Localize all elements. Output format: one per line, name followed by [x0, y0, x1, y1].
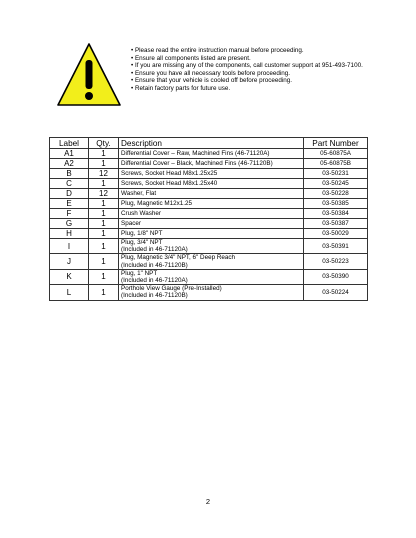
description-line: Differential Cover – Black, Machined Fins (46-71120B): [121, 159, 273, 167]
row-description: [119, 269, 304, 284]
row-description: [119, 285, 304, 300]
header-part-number: Part Number: [304, 138, 368, 149]
description-line: (Included in 46-71120B): [121, 261, 188, 269]
table-row: [50, 254, 368, 269]
row-qty: 1: [89, 179, 119, 189]
row-label: I: [50, 239, 89, 254]
row-qty: 12: [89, 189, 119, 199]
description-line: (Included in 46-71120A): [121, 246, 188, 254]
table-row: [50, 229, 368, 239]
note-line: • Please read the entire instruction manual before proceeding.: [131, 47, 304, 54]
note-line: • If you are missing any of the components, call customer support at 951-493-7100.: [131, 62, 363, 70]
table-row: [50, 285, 368, 300]
description-line: Plug, 3/4" NPT: [121, 239, 163, 246]
row-description: [119, 179, 304, 189]
header-qty: Qty.: [89, 138, 119, 149]
row-label: A1: [50, 149, 89, 159]
row-part-number: 03-50387: [304, 219, 368, 229]
row-label: D: [50, 189, 89, 199]
row-part-number: 05-60875A: [304, 149, 368, 159]
page-number: 2: [205, 497, 211, 506]
row-qty: 1: [89, 285, 119, 300]
row-qty: 12: [89, 169, 119, 179]
row-part-number: 03-50390: [304, 269, 368, 284]
table-header-row: [50, 138, 368, 149]
description-line: (Included in 46-71120A): [121, 277, 188, 285]
row-qty: 1: [89, 159, 119, 169]
row-description: [119, 254, 304, 269]
description-line: Spacer: [121, 219, 141, 227]
row-part-number: 03-50228: [304, 189, 368, 199]
description-line: Plug, Magnetic M12x1.25: [121, 199, 193, 207]
instruction-notes: [131, 47, 401, 93]
row-description: [119, 239, 304, 254]
row-label: F: [50, 209, 89, 219]
row-qty: 1: [89, 239, 119, 254]
description-line: Porthole View Gauge (Pre-Installed): [121, 285, 222, 293]
row-part-number: 03-50029: [304, 229, 368, 239]
row-part-number: 03-50391: [304, 239, 368, 254]
row-qty: 1: [89, 149, 119, 159]
row-part-number: 03-50223: [304, 254, 368, 269]
row-part-number: 03-50384: [304, 209, 368, 219]
description-line: Plug, Magnetic 3/4" NPT, 6" Deep Reach: [121, 254, 236, 262]
row-description: [119, 189, 304, 199]
description-line: Differential Cover – Raw, Machined Fins (46-71120A): [121, 149, 270, 157]
header-description: Description: [119, 138, 304, 149]
table-row: [50, 239, 368, 254]
row-description: [119, 159, 304, 169]
row-qty: 1: [89, 254, 119, 269]
parts-table-body: [50, 149, 368, 301]
note-line: • Ensure all components listed are present.: [131, 54, 251, 62]
note-line: • Retain factory parts for future use.: [131, 84, 231, 92]
header-label: Label: [50, 138, 89, 149]
row-qty: 1: [89, 199, 119, 209]
row-label: A2: [50, 159, 89, 169]
row-qty: 1: [89, 219, 119, 229]
description-line: Plug, 1" NPT: [121, 269, 158, 277]
table-row: [50, 149, 368, 159]
table-row: [50, 179, 368, 189]
row-qty: 1: [89, 209, 119, 219]
table-row: [50, 159, 368, 169]
description-line: Crush Washer: [121, 209, 162, 217]
parts-table: [49, 137, 368, 301]
table-row: [50, 189, 368, 199]
description-line: Screws, Socket Head M8x1.25x25: [121, 169, 218, 177]
description-line: (Included in 46-71120B): [121, 292, 188, 300]
row-label: J: [50, 254, 89, 269]
row-description: [119, 149, 304, 159]
row-qty: 1: [89, 269, 119, 284]
description-line: Plug, 1/8" NPT: [121, 229, 163, 237]
row-part-number: 05-60875B: [304, 159, 368, 169]
note-line: • Ensure you have all necessary tools before proceeding.: [131, 69, 291, 77]
row-label: H: [50, 229, 89, 239]
table-row: [50, 219, 368, 229]
row-description: [119, 229, 304, 239]
warning-triangle-icon: [56, 42, 122, 108]
row-description: [119, 219, 304, 229]
table-row: [50, 209, 368, 219]
row-label: C: [50, 179, 89, 189]
row-label: B: [50, 169, 89, 179]
row-part-number: 03-50385: [304, 199, 368, 209]
row-label: L: [50, 285, 89, 300]
row-label: E: [50, 199, 89, 209]
table-row: [50, 199, 368, 209]
table-row: [50, 269, 368, 284]
row-part-number: 03-50245: [304, 179, 368, 189]
row-part-number: 03-50231: [304, 169, 368, 179]
row-description: [119, 209, 304, 219]
description-line: Washer, Flat: [121, 189, 157, 197]
note-line: • Ensure that your vehicle is cooled off before proceeding.: [131, 77, 293, 85]
row-label: K: [50, 269, 89, 284]
row-description: [119, 169, 304, 179]
row-part-number: 03-50224: [304, 285, 368, 300]
table-row: [50, 169, 368, 179]
row-description: [119, 199, 304, 209]
row-qty: 1: [89, 229, 119, 239]
row-label: G: [50, 219, 89, 229]
description-line: Screws, Socket Head M8x1.25x40: [121, 179, 218, 187]
